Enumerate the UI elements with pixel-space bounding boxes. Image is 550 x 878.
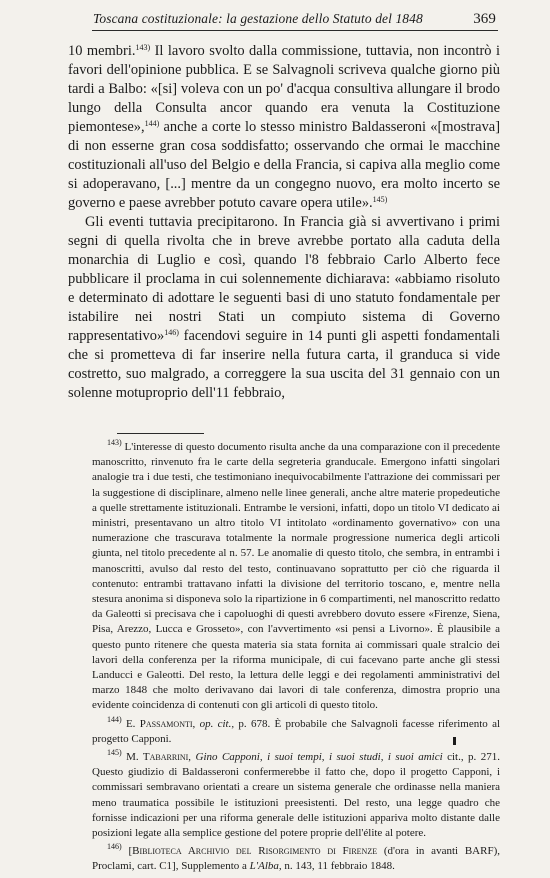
running-header — [93, 11, 496, 31]
footnote-ref-143: 143) — [135, 43, 151, 52]
footnote-ref-144: 144) — [144, 119, 160, 128]
running-title: Toscana costituzionale: la gestazione dello Statuto del 1848 — [93, 11, 423, 26]
page-number: 369 — [473, 11, 496, 27]
header-rule — [92, 30, 498, 31]
main-text — [68, 42, 500, 403]
footnotes — [92, 440, 500, 878]
footnote-145: $^{145)}$ M. Tabarrini, Gino Capponi, i suoi tempi, i suoi studi, i suoi amici cit., p. 271. Questo giudizio di Baldasseroni confermerebbe il fatto che, dopo il progetto Capponi, i commissari sembravano orientati a creare un sistema generale che ordinasse nella maniera meno traumatica possibile le istituzioni preesistenti. Del resto, una legge quadro che fornisse indicazioni per una riforma generale delle istituzioni appariva molto distante dalle posizioni legate alla semplice gestione del potere proprie dell'élite al potere. — [92, 748, 500, 840]
footnote-ref-145: 145) — [372, 195, 388, 204]
paragraph-2: Gli eventi tuttavia precipitarono. In Francia già si avvertivano i primi segni di quella rivolta che in breve avrebbe portato alla caduta della monarchia di Luglio e così, quando l'8 febbraio Carlo Alberto fece pubblicare il proclama in cui solennemente dichiarava: «abbiamo risoluto e determinato di adottare le seguenti basi di uno statuto fondamentale per istabilire nei nostri Stati un compiuto sistema di Governo rappresentativo»$^{146)}$ facendovi seguire in 14 punti gli aspetti fondamentali che si prometteva di far inserire nella futura carta, il granduca si vide costretto, suo malgrado, a correggere la sua uscita del 31 gennaio con un solenne motuproprio dell'11 febbraio, — [68, 214, 500, 401]
footnote-ref-146: 146) — [164, 328, 179, 337]
section-end-mark — [453, 737, 456, 745]
paragraph-1: 10 membri.$^{143)}$ Il lavoro svolto dalla commissione, tuttavia, non incontrò i favori dell'opinione pubblica. E se Salvagnoli scriveva qualche giorno più tardi a Balbo: «[si] voleva con un po' d'acqua consultiva allungare il brodo lungo della Consulta ancor quando era venuta la Costituzione piemontese»,$^{144)}$ anche a corte lo stesso ministro Baldasseroni «[mostrava] di non esserne gran cosa soddisfatto; osservando che ormai le macchine costituzionali all'uso del Belgio e della Francia, si capiva alla meglio come si adoperavano, [...] mentre da un congegno nuovo, era molto incerto se governo e paese avrebber potuto cavare opera utile».$^{145)}$ — [68, 43, 501, 211]
footnote-143: $^{143)}$ L'interesse di questo documento risulta anche da una comparazione con il precedente manoscritto, rinvenuto fra le carte della segreteria granducale. Emergono infatti singolari analogie tra i due testi, che testimoniano inequivocabilmente l'attrazione dei commissari per la suggestione di disciplinare, almeno nelle linee generali, anche altre materie propedeutiche a quelle strettamente istituzionali. Entrambe le versioni, infatti, dopo un titolo VI dedicato ai ministri, presentavano un altro titolo VI intitolato «ordinamento governativo» con una numerazione che trascurava totalmente la normale progressione numerica degli articoli giunta, nel titolo precedente al n. 57. Le anomalie di questo titolo, che sembra, in entrambi i manoscritti, avulso dal resto del testo, continuavano soprattutto per ciò che riguarda il contenuto: entrambi trattavano infatti la divisione del territorio toscano, e, mentre nella stesura anonima si disponeva solo la ripartizione in 6 compartimenti, nel manoscritto redatto da Galeotti si precisava che i capoluoghi di questi avrebbero dovuto essere «Firenze, Siena, Pisa, Arezzo, Lucca e Grosseto», con l'avvertimento «si pensi a Livorno». È plausibile a questo punto ritenere che questa materia sia stata fornita ai commissari quale stralcio dei lavori della conferenza per la riforma municipale, di cui facevano parte anche gli stessi Landucci e Galeotti. Del resto, la lettura delle leggi e dei regolamenti amministrativi del marzo 1848 che molto derivavano dai lavori di tale conferenza, dimostra proprio una evidente coincidenza di contenuti con gli articoli di questo titolo. — [92, 438, 500, 712]
footnote-146: $^{146)}$ [Biblioteca Archivio del Risorgimento di Firenze (d'ora in avanti BARF), Proclami, cart. C1], Supplemento a L'Alba, n. 143, 11 febbraio 1848. — [92, 842, 500, 873]
footnote-separator — [117, 433, 204, 434]
footnote-144: $^{144)}$ E. Passamonti, op. cit., p. 678. È probabile che Salvagnoli facesse riferimento al progetto Capponi. — [92, 714, 501, 745]
